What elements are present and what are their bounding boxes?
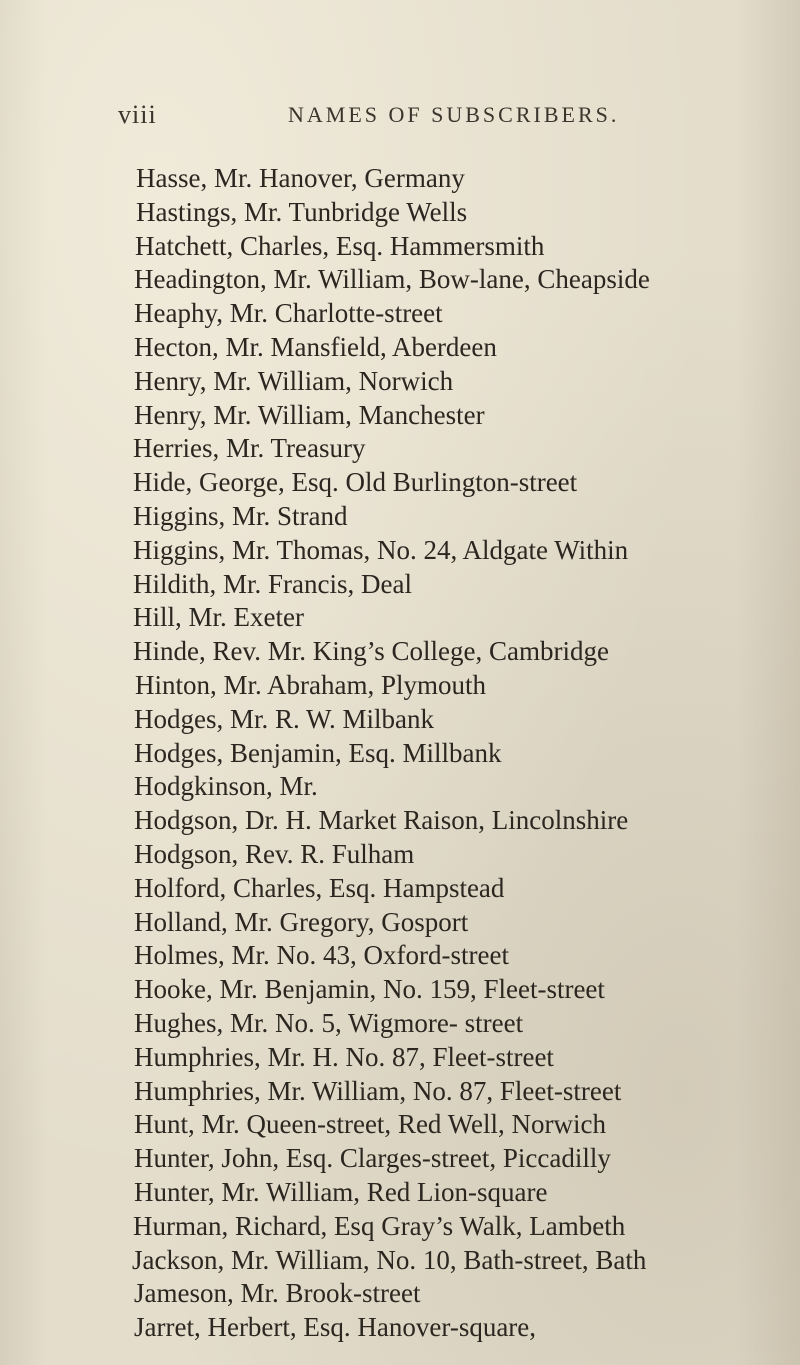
subscriber-entry: Holland, Mr. Gregory, Gosport: [134, 906, 469, 937]
subscriber-entry: Henry, Mr. William, Manchester: [134, 399, 485, 430]
subscriber-entry: Holmes, Mr. No. 43, Oxford-street: [134, 940, 509, 971]
subscriber-entry: Humphries, Mr. H. No. 87, Fleet-street: [134, 1041, 554, 1072]
subscriber-list: [0, 162, 800, 1345]
subscriber-entry: Herries, Mr. Treasury: [133, 433, 366, 464]
subscriber-entry: Hooke, Mr. Benjamin, No. 159, Fleet-street: [134, 974, 605, 1005]
subscriber-entry: Hunter, John, Esq. Clarges-street, Piccadilly: [134, 1143, 611, 1174]
subscriber-entry: Hinde, Rev. Mr. King’s College, Cambridge: [133, 636, 609, 667]
subscriber-entry: Headington, Mr. William, Bow-lane, Cheapside: [134, 264, 650, 295]
subscriber-entry: Hurman, Richard, Esq Gray’s Walk, Lambeth: [133, 1210, 626, 1241]
subscriber-entry: Hildith, Mr. Francis, Deal: [133, 568, 412, 599]
subscriber-entry: Hodges, Benjamin, Esq. Millbank: [134, 737, 502, 768]
subscriber-entry: Humphries, Mr. William, No. 87, Fleet-street: [134, 1075, 622, 1106]
subscriber-entry: Higgins, Mr. Thomas, No. 24, Aldgate Within: [133, 534, 629, 565]
subscriber-entry: Higgins, Mr. Strand: [133, 500, 348, 531]
page-number: viii: [118, 100, 157, 129]
page-header-title: NAMES OF SUBSCRIBERS.: [288, 102, 620, 127]
subscriber-entry: Henry, Mr. William, Norwich: [134, 365, 454, 396]
running-head: [118, 100, 678, 130]
subscriber-entry: Hecton, Mr. Mansfield, Aberdeen: [134, 331, 497, 362]
subscriber-entry: Hill, Mr. Exeter: [133, 602, 304, 633]
subscriber-entry: Heaphy, Mr. Charlotte-street: [134, 298, 443, 329]
subscriber-entry: Hodges, Mr. R. W. Milbank: [134, 703, 435, 734]
subscriber-entry: Hastings, Mr. Tunbridge Wells: [136, 196, 468, 227]
subscriber-entry: Jarret, Herbert, Esq. Hanover-square,: [134, 1312, 537, 1343]
subscriber-entry: Hodgkinson, Mr.: [134, 771, 318, 802]
subscriber-entry: Jackson, Mr. William, No. 10, Bath-street, Bath: [132, 1244, 647, 1275]
subscriber-entry: Hide, George, Esq. Old Burlington-street: [133, 467, 578, 498]
subscriber-entry: Hunter, Mr. William, Red Lion-square: [134, 1176, 548, 1207]
subscriber-entry: Jameson, Mr. Brook-street: [134, 1278, 421, 1309]
subscriber-entry: Hatchett, Charles, Esq. Hammersmith: [135, 230, 545, 261]
subscriber-entry: Hodgson, Dr. H. Market Raison, Lincolnshire: [134, 805, 629, 836]
subscriber-entry: Hasse, Mr. Hanover, Germany: [136, 163, 465, 193]
subscriber-entry: Hinton, Mr. Abraham, Plymouth: [135, 669, 486, 700]
subscriber-entry: Holford, Charles, Esq. Hampstead: [134, 872, 505, 903]
subscriber-entry: Hunt, Mr. Queen-street, Red Well, Norwich: [134, 1109, 606, 1140]
subscriber-entry: Hodgson, Rev. R. Fulham: [134, 838, 415, 869]
subscriber-entry: Hughes, Mr. No. 5, Wigmore- street: [134, 1007, 524, 1038]
